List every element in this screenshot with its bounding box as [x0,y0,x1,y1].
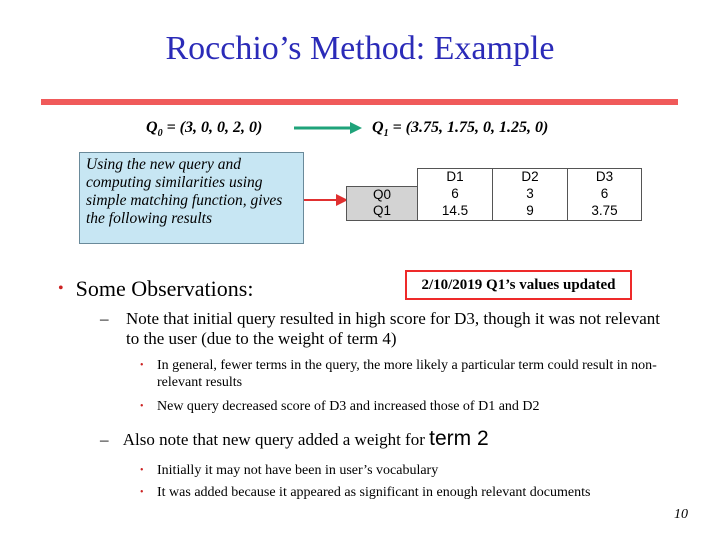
update-note: 2/10/2019 Q1’s values updated [405,270,632,300]
point-1-sub-1-text: In general, fewer terms in the query, the more likely a particular term could result in non-relevant results [157,358,657,390]
q0-value: = (3, 0, 0, 2, 0) [162,119,263,136]
query-q0 [146,119,262,139]
query-q1 [372,119,548,139]
explanation-note: Using the new query and computing similarities using simple matching function, gives the following results [79,152,304,244]
q0-label: Q [146,119,158,136]
table-cell: 14.5 [418,203,493,220]
point-2-sub-2-text: It was added because it appeared as significant in enough relevant documents [157,485,591,500]
point-1-sub-2 [140,398,660,415]
q1-value: = (3.75, 1.75, 0, 1.25, 0) [388,119,549,136]
dash-icon: – [100,430,109,449]
observations-heading [58,276,253,302]
row-label-q0: Q0 [347,186,418,203]
point-2 [100,427,489,451]
point-1-sub-1 [140,357,660,391]
q1-subscript: 1 [383,128,389,140]
title-divider [41,99,678,105]
point-1-sub-2-text: New query decreased score of D3 and increased those of D1 and D2 [157,399,540,414]
bullet-icon: • [140,360,144,371]
point-1-text: Note that initial query resulted in high score for D3, though it was not relevant to the user (due to the weight of term 4) [126,309,660,348]
red-arrow-icon [304,190,348,210]
point-1 [100,309,660,349]
bullet-icon: • [140,401,144,412]
observations-text: Some Observations: [75,276,254,301]
row-label-q1: Q1 [347,203,418,220]
point-2-sub-2 [140,484,660,501]
column-header-d3: D3 [568,169,642,187]
table-row [347,186,642,203]
q1-label: Q [372,119,384,136]
bullet-icon: • [140,465,144,476]
table-cell: 6 [418,186,493,203]
column-header-d2: D2 [493,169,568,187]
similarity-table [346,168,642,221]
point-2-text: Also note that new query added a weight for [122,430,430,449]
bullet-icon: • [58,280,64,297]
point-2-sub-1 [140,462,660,479]
dash-icon: – [100,309,109,328]
bullet-icon: • [140,487,144,498]
table-cell: 3.75 [568,203,642,220]
page-number: 10 [674,507,688,522]
table-cell: 3 [493,186,568,203]
point-2-sub-1-text: Initially it may not have been in user’s vocabulary [157,463,439,478]
green-arrow-icon [294,118,362,138]
q0-subscript: 0 [157,128,163,140]
table-cell: 9 [493,203,568,220]
table-cell: 6 [568,186,642,203]
slide-title: Rocchio’s Method: Example [165,30,555,67]
column-header-d1: D1 [418,169,493,187]
table-row [347,203,642,220]
point-2-term: term 2 [429,427,489,450]
